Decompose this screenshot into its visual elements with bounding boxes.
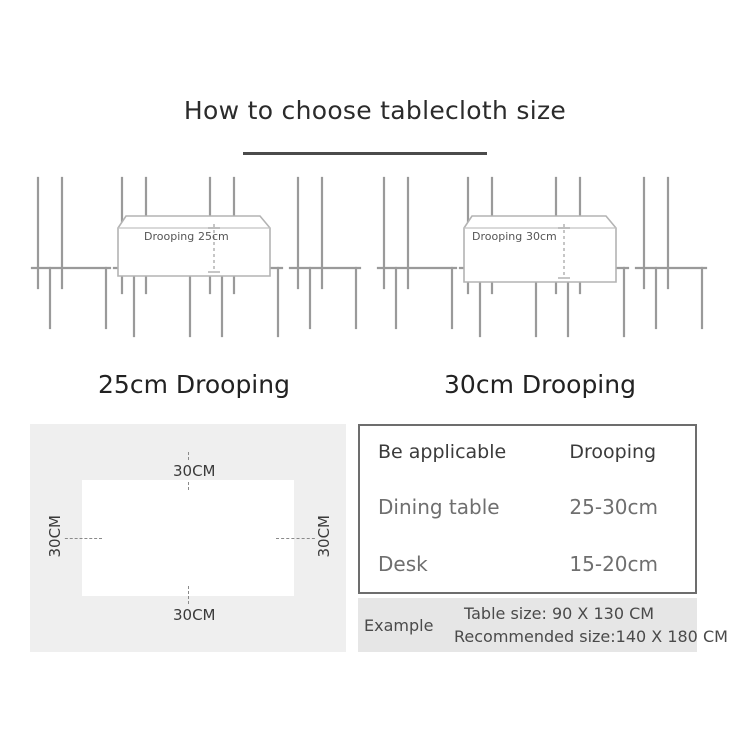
illustration-30cm bbox=[368, 168, 712, 358]
caption-25cm: 25cm Drooping bbox=[98, 370, 290, 399]
page-title: How to choose tablecloth size bbox=[183, 96, 567, 125]
table-row bbox=[360, 478, 695, 535]
guide-line-left bbox=[60, 538, 102, 539]
drooping-overlay-label-right: Drooping bbox=[472, 230, 523, 243]
caption-30cm: 30cm Drooping bbox=[444, 370, 636, 399]
title-divider bbox=[243, 152, 487, 155]
guide-line-right bbox=[276, 538, 320, 539]
cell-drooping-dining-table: 25-30cm bbox=[569, 494, 658, 519]
dimension-left: 30CM bbox=[46, 512, 64, 561]
dimension-right: 30CM bbox=[315, 512, 333, 561]
example-table-size: Table size: 90 X 130 CM bbox=[464, 604, 655, 623]
tablecloth-overhang-diagram bbox=[30, 424, 346, 652]
drooping-overlay-label-left: Drooping bbox=[144, 230, 195, 243]
example-box bbox=[358, 598, 728, 652]
dimension-bottom: 30CM bbox=[170, 606, 219, 624]
table-row bbox=[360, 535, 695, 592]
table-header-drooping: Drooping bbox=[569, 441, 657, 464]
illustration-25cm bbox=[22, 168, 366, 358]
dimension-top: 30CM bbox=[170, 462, 219, 480]
table-top-area bbox=[82, 480, 294, 596]
table-header-row bbox=[360, 426, 695, 478]
cell-applicable-dining-table: Dining table bbox=[378, 494, 500, 519]
applicability-table bbox=[358, 424, 697, 594]
cell-drooping-desk: 15-20cm bbox=[569, 551, 658, 576]
example-recommended-size: Recommended size:140 X 180 CM bbox=[454, 627, 728, 646]
drooping-overlay-value-right: 30cm bbox=[526, 230, 557, 243]
table-header-applicable: Be applicable bbox=[378, 441, 507, 464]
drooping-overlay-value-left: 25cm bbox=[198, 230, 229, 243]
example-label: Example bbox=[364, 616, 434, 635]
cell-applicable-desk: Desk bbox=[378, 551, 428, 576]
